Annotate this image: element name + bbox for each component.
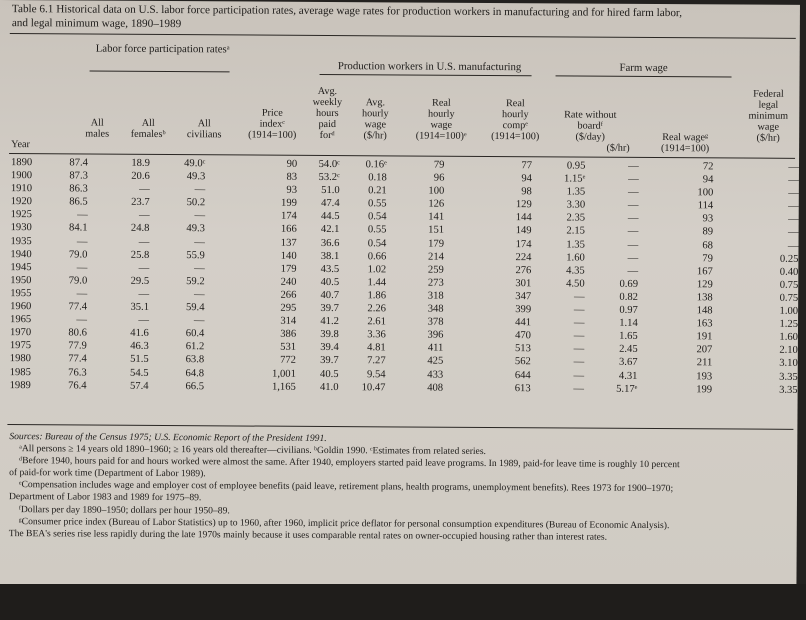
table-cell: 513 [514, 343, 531, 355]
row-year: 1925 [10, 209, 32, 221]
table-cell: 0.95 [566, 160, 586, 172]
table-cell: 87.3 [69, 170, 88, 182]
table-cell: 35.1 [130, 301, 150, 313]
table-cell: — [193, 315, 205, 327]
table-cell: 77.4 [68, 353, 87, 365]
table-cell: 86.3 [69, 183, 88, 195]
table-cell: 43.5 [320, 263, 340, 275]
table-cell: 41.2 [320, 316, 339, 328]
table-cell: 1.00 [779, 305, 799, 317]
table-cell: 79 [433, 159, 445, 171]
table-cell: 411 [427, 342, 444, 355]
table-cell: — [138, 210, 150, 222]
table-cell: 301 [515, 277, 532, 290]
table-cell: 1.60 [566, 252, 585, 264]
table-caption [12, 3, 792, 35]
table-cell: 4.81 [367, 342, 386, 354]
table-cell: 1,165 [271, 381, 296, 393]
table-cell: 441 [515, 317, 532, 329]
row-year: 1989 [9, 379, 31, 391]
header-all-males: All males [85, 117, 110, 140]
table-cell: 5.17ᵉ [616, 383, 638, 395]
table-cell: — [138, 262, 150, 274]
group-participation-rule [90, 71, 230, 73]
table-cell: 0.82 [619, 291, 638, 303]
table-cell: — [573, 330, 585, 342]
table-cell: 80.6 [68, 327, 87, 339]
table-cell: — [573, 370, 585, 382]
table-cell: 2.45 [619, 344, 638, 356]
row-year: 1920 [10, 196, 32, 208]
table-cell: — [787, 227, 799, 239]
table-cell: 40.5 [320, 368, 339, 380]
group-participation: Labor force participation ratesᵃ [95, 42, 230, 56]
header-price-index: Price indexᶜ (1914=100) [248, 107, 297, 141]
table-cell: 772 [280, 355, 297, 367]
table-cell: — [573, 343, 585, 355]
table-cell: 562 [514, 356, 531, 368]
table-cell: 40.5 [320, 276, 340, 288]
table-cell: 129 [515, 199, 532, 211]
table-cell: 408 [427, 382, 444, 394]
table-cell: 3.67 [618, 357, 638, 369]
footnote-f: ᶠDollars per day 1890–1950; dollars per hour 1950–89. [18, 503, 230, 516]
table-cell: 174 [515, 238, 532, 250]
table-cell: 179 [428, 238, 445, 250]
table-cell: 214 [427, 251, 444, 263]
table-cell: 378 [427, 316, 444, 328]
group-farm: Farm wage [619, 61, 668, 75]
header-farm-rate-hour: ($/hr) [606, 142, 630, 154]
table-cell: 126 [428, 198, 445, 210]
row-year: 1980 [9, 353, 32, 365]
table-cell: 2.61 [367, 316, 386, 328]
table-body [8, 156, 799, 397]
table-cell: 347 [515, 291, 532, 303]
table-cell: 4.50 [566, 278, 585, 290]
table-cell: 93 [286, 184, 298, 197]
table-cell: 39.7 [320, 355, 339, 367]
group-farm-rule [556, 75, 732, 77]
table-cell: — [788, 201, 799, 213]
table-cell: 137 [280, 237, 297, 249]
table-cell: 93 [702, 213, 714, 225]
table-cell: — [573, 356, 585, 368]
table-cell: 2.26 [367, 303, 386, 315]
table-cell: 79 [702, 252, 713, 265]
table-cell: 66.5 [185, 380, 205, 392]
table-cell: 64.8 [185, 367, 205, 379]
table-cell: 79.0 [68, 249, 88, 261]
table-cell: — [194, 262, 205, 275]
table-cell: — [194, 210, 206, 222]
header-real-hourly-comp: Real hourly compᵉ (1914=100) [491, 98, 540, 143]
footnote-d-cont: of paid-for work time (Department of Labor 1989). [9, 467, 206, 480]
table-cell: 193 [696, 370, 713, 382]
table-cell: 23.7 [131, 197, 150, 209]
table-cell: 90 [286, 158, 298, 170]
table-cell: 59.2 [186, 275, 205, 288]
table-cell: 49.3 [186, 171, 206, 183]
table-cell: 3.35 [779, 384, 798, 396]
table-cell: 166 [280, 224, 297, 236]
table-cell: 42.1 [320, 224, 340, 236]
table-cell: 114 [697, 200, 714, 212]
header-minimum-wage: Federal legal minimum wage ($/hr) [748, 88, 789, 144]
table-cell: 61.2 [185, 341, 205, 353]
table-cell: 138 [696, 292, 713, 304]
table-cell: 54.0ᶜ [318, 158, 340, 171]
table-cell: 1.25 [779, 318, 799, 331]
table-cell: — [788, 174, 799, 186]
row-year: 1900 [10, 170, 33, 182]
table-cell: 348 [427, 303, 444, 315]
table-cell: — [573, 291, 585, 303]
table-cell: 273 [427, 277, 444, 289]
table-cell: 20.6 [131, 170, 150, 183]
table-cell: — [573, 383, 585, 395]
table-cell: 3.35 [779, 371, 798, 383]
table-cell: 0.75 [779, 292, 799, 304]
table-cell: 0.40 [779, 266, 799, 278]
table-cell: 24.8 [130, 223, 150, 235]
table-cell: — [194, 236, 205, 248]
table-cell: 29.5 [130, 275, 150, 287]
table-cell: 68 [702, 239, 714, 251]
table-cell: 100 [428, 185, 445, 197]
table-cell: — [627, 213, 639, 225]
table-cell: 151 [428, 225, 445, 237]
bottom-rule [7, 424, 793, 430]
header-hourly-wage: Avg. hourly wage ($/hr) [361, 97, 389, 142]
table-cell: 36.6 [320, 237, 340, 249]
table-cell: 276 [515, 264, 532, 277]
table-cell: — [627, 187, 639, 199]
footnote-g-cont: The BEA's series rise less rapidly during the late 1970s mainly because it uses comparable rental rates on owner-occupied housing rather than interest rates. [8, 527, 608, 543]
footnote-a: ᵃAll persons ≥ 14 years old 1890–1960; ≥ 16 years old thereafter—civilians. ᵇGoldin 1990. ᶜEstimates from related series. [19, 443, 487, 458]
table-cell: 2.10 [779, 345, 798, 357]
row-year: 1910 [10, 183, 33, 195]
table-cell: 531 [280, 342, 297, 354]
table-cell: 644 [514, 369, 531, 381]
row-year: 1985 [9, 366, 31, 378]
table-cell: 1.14 [619, 317, 638, 330]
table-cell: 318 [427, 290, 444, 302]
table-cell: 0.75 [779, 279, 799, 291]
table-cell: 396 [427, 329, 444, 341]
row-year: 1945 [10, 261, 32, 273]
table-cell: 1.65 [619, 331, 638, 343]
table-cell: 41.0 [319, 381, 339, 393]
table-cell: 86.5 [69, 196, 88, 208]
header-farm-rate-day: Rate without boardᶠ ($/day) [564, 109, 617, 143]
table-cell: 60.4 [185, 328, 205, 340]
table-cell: 167 [696, 266, 713, 278]
table-cell: 3.36 [367, 329, 386, 341]
row-year: 1950 [10, 274, 32, 287]
table-cell: 129 [696, 279, 713, 291]
table-cell: — [77, 209, 88, 221]
table-cell: 4.31 [618, 370, 638, 382]
table-cell: 89 [702, 226, 714, 238]
table-cell: 3.10 [779, 358, 798, 370]
table-cell: 1.86 [367, 290, 387, 302]
table-cell: — [628, 160, 639, 172]
row-year: 1955 [10, 288, 32, 300]
row-year: 1930 [10, 222, 32, 234]
table-cell: 7.27 [367, 355, 386, 367]
table-cell: 0.18 [368, 172, 387, 184]
table-cell: 149 [515, 225, 532, 237]
table-cell: 94 [702, 174, 714, 186]
table-cell: 41.6 [130, 328, 149, 340]
table-cell: 174 [280, 211, 297, 223]
table-cell: — [138, 236, 150, 248]
table-cell: 100 [697, 187, 714, 199]
table-cell: 76.3 [68, 366, 87, 379]
footnote-e-cont: Department of Labor 1983 and 1989 for 1975–89. [8, 491, 202, 504]
table-cell: 51.0 [321, 185, 340, 197]
table-cell: 96 [433, 172, 445, 184]
footnote-d: ᵈBefore 1940, hours paid for and hours worked were almost the same. After 1940, employers started paid leave programs. In 1989, paid-for leave time is roughly 10 percent [19, 455, 680, 471]
table-cell: 38.1 [320, 250, 340, 262]
table-cell: — [76, 288, 88, 300]
table-cell: — [139, 184, 150, 196]
table-cell: 79.0 [68, 275, 88, 287]
table-cell: 50.2 [186, 197, 206, 209]
table-cell: 49.0ᶜ [184, 158, 206, 170]
footnote-e: ᵉCompensation includes wage and employer cost of employee benefits (paid leave, retirement plans, health programs, unemployment benefits). Rees 1973 for 1900–1970; [19, 479, 674, 495]
table-cell: 399 [515, 304, 532, 316]
table-cell: 94 [521, 173, 532, 185]
table-cell: 76.4 [68, 380, 87, 392]
table-cell: — [138, 314, 149, 327]
table-cell: 84.1 [69, 222, 88, 235]
table-cell: — [627, 252, 639, 264]
header-real-farm-wage: Real wageᵍ (1914=100) [660, 132, 710, 155]
table-cell: 39.7 [320, 302, 340, 315]
table-cell: 3.30 [566, 199, 586, 211]
table-cell: 386 [280, 328, 297, 341]
footnote-sources: Sources: Bureau of the Census 1975; U.S. Economic Report of the President 1991. [9, 431, 327, 445]
table-cell: 10.47 [361, 381, 386, 393]
table-cell: — [787, 240, 799, 252]
table-cell: — [627, 200, 639, 212]
table-cell: 0.55 [367, 224, 387, 236]
table-cell: 1.02 [367, 264, 387, 276]
table-cell: 259 [427, 264, 444, 276]
row-year: 1940 [10, 248, 32, 260]
table-cell: 199 [281, 198, 297, 210]
table-cell: 1,001 [272, 368, 296, 380]
table-cell: 0.54 [367, 211, 387, 223]
table-cell: — [573, 317, 585, 329]
table-cell: 0.16ᵉ [365, 159, 387, 171]
table-cell: — [193, 289, 205, 301]
table-cell: 1.60 [779, 331, 798, 344]
row-year: 1975 [9, 340, 32, 352]
row-year: 1935 [10, 235, 32, 247]
table-cell: 18.9 [131, 157, 150, 169]
table-cell: 4.35 [566, 265, 585, 277]
footnote-g: ᵍConsumer price index (Bureau of Labor Statistics) up to 1960, after 1960, implicit price deflator for personal consumption expenditures (Bureau of Economic Analysis). [18, 515, 670, 531]
table-cell: 72 [702, 161, 714, 173]
table-cell: — [76, 262, 88, 274]
table-cell: 0.69 [619, 278, 639, 290]
table-cell: 77.4 [68, 301, 88, 313]
caption-line-2: and legal minimum wage, 1890–1989 [11, 16, 182, 30]
header-weekly-hours: Avg. weekly hours paid forᵈ [312, 85, 343, 142]
table-cell: 179 [280, 263, 297, 275]
table-cell: 63.8 [185, 354, 205, 366]
table-cell: — [194, 184, 206, 196]
table-cell: 77.9 [68, 340, 87, 352]
table-cell: 53.2ᶜ [318, 172, 340, 184]
table-cell: 191 [696, 331, 713, 343]
table-cell: 0.21 [368, 185, 387, 197]
table-cell: 59.4 [185, 302, 205, 314]
table-cell: 87.4 [69, 157, 89, 169]
table-cell: 1.35 [566, 186, 586, 198]
table-cell: — [788, 161, 800, 173]
table-cell: 83 [286, 171, 298, 183]
footnotes [9, 431, 792, 545]
table-cell: 295 [280, 302, 297, 314]
row-year: 1970 [9, 327, 32, 339]
page-edge-shadow [0, 584, 806, 620]
table-cell: 49.3 [186, 223, 206, 235]
table-cell: 199 [696, 383, 713, 395]
table-cell: 25.8 [130, 249, 150, 261]
table-cell: 266 [280, 289, 297, 301]
table-cell: 57.4 [129, 380, 149, 392]
table-cell: 1.35 [566, 239, 585, 251]
table-cell: 47.4 [321, 198, 340, 210]
group-manufacturing-rule [320, 74, 532, 76]
table-cell: — [627, 226, 639, 238]
table-cell: — [788, 188, 799, 200]
table-cell: 613 [514, 382, 531, 394]
table-cell: 314 [280, 315, 297, 327]
table-cell: 2.35 [566, 212, 586, 224]
table-cell: 51.5 [130, 354, 149, 366]
table-cell: 0.54 [367, 237, 387, 249]
table-cell: — [76, 314, 88, 326]
table-cell: 1.15ᵉ [564, 173, 586, 185]
table-cell: 0.66 [367, 250, 387, 263]
table-cell: 207 [696, 344, 713, 356]
table-cell: 211 [696, 357, 713, 369]
caption-line-1: Table 6.1 Historical data on U.S. labor force participation rates, average wage rates for production workers in manufacturing and for hired farm labor, [11, 3, 683, 20]
table-cell: 40.7 [320, 289, 340, 302]
table-cell: 144 [515, 212, 532, 224]
table-cell: 39.8 [320, 329, 339, 341]
table-cell: 1.44 [367, 277, 387, 289]
table-cell: 0.97 [619, 304, 638, 316]
table-cell: 44.5 [320, 211, 340, 223]
table-cell: 470 [515, 330, 532, 342]
table-cell: 55.9 [186, 249, 205, 261]
table-cell: 433 [427, 369, 444, 381]
table-cell: — [628, 173, 639, 185]
header-real-hourly-wage: Real hourly wage (1914=100)ᵉ [415, 97, 467, 142]
header-year: Year [11, 139, 30, 151]
row-year: 1890 [10, 157, 33, 169]
table-cell: 0.25 [779, 253, 799, 265]
table-cell: — [138, 288, 150, 300]
data-table [8, 156, 799, 397]
row-year: 1965 [10, 314, 32, 326]
table-cell: 240 [280, 276, 297, 288]
table-cell: — [788, 214, 799, 226]
table-cell: 163 [696, 318, 713, 330]
table-cell: 77 [521, 160, 533, 172]
table-cell: 140 [280, 250, 297, 262]
table-cell: 0.55 [368, 198, 387, 210]
table-cell: 98 [521, 186, 532, 198]
table-cell: 9.54 [366, 368, 386, 380]
table-cell: 2.15 [566, 225, 586, 238]
header-all-civilians: All civilians [186, 118, 222, 141]
table-cell: — [627, 265, 639, 277]
table-cell: — [573, 304, 585, 316]
table-cell: 54.5 [130, 367, 149, 379]
table-cell: 224 [515, 251, 532, 263]
table-cell: 39.4 [320, 342, 339, 354]
table-cell: 141 [428, 211, 445, 224]
table-cell: — [76, 236, 88, 248]
table-cell: — [627, 239, 639, 251]
row-year: 1960 [10, 301, 32, 313]
header-all-females: All femalesᵇ [130, 117, 166, 141]
group-manufacturing: Production workers in U.S. manufacturing [337, 60, 522, 74]
table-cell: 46.3 [130, 341, 149, 353]
table-cell: 425 [427, 356, 444, 368]
table-cell: 148 [696, 305, 713, 317]
